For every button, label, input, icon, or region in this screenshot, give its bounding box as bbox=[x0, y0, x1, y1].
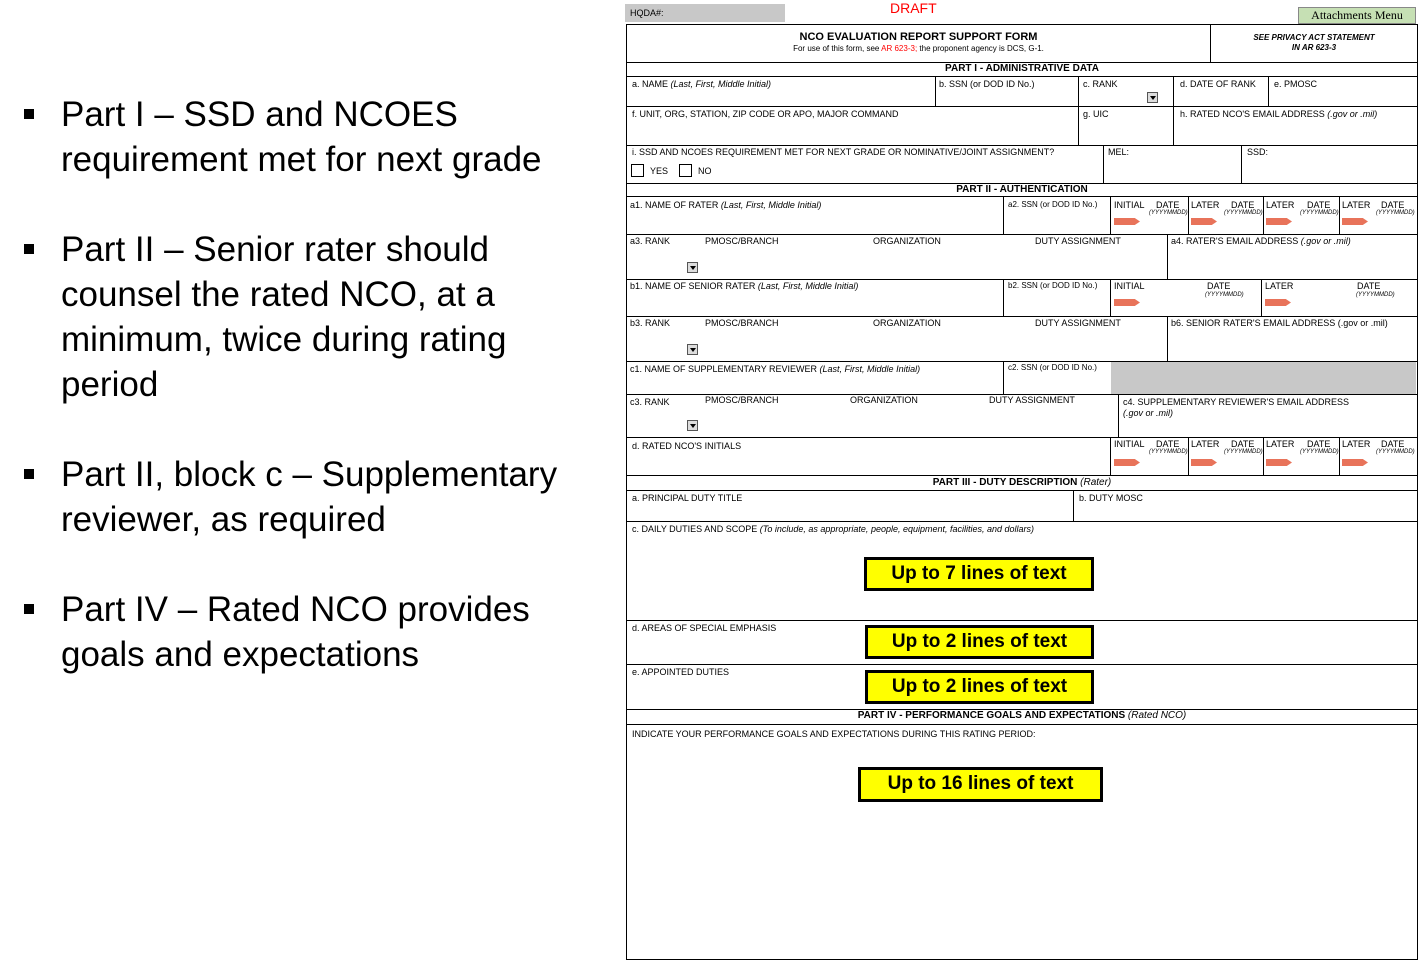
bullet-marker-icon bbox=[24, 469, 34, 479]
date-of-rank-label: d. DATE OF RANK bbox=[1180, 79, 1256, 89]
bullet-item: Part II – Senior rater should counsel the rated NCO, at a minimum, twice during rating period bbox=[24, 227, 604, 407]
initials-date-arrow-icon[interactable] bbox=[1114, 459, 1140, 466]
rater-rank-dropdown[interactable] bbox=[687, 262, 698, 273]
counsel-date-arrow-icon[interactable] bbox=[1342, 218, 1368, 225]
rank-dropdown[interactable] bbox=[1147, 92, 1158, 103]
bullet-list bbox=[24, 92, 604, 722]
initials-date-arrow-icon[interactable] bbox=[1342, 459, 1368, 466]
duty-mosc-label: b. DUTY MOSC bbox=[1079, 493, 1143, 503]
bullet-item: Part I – SSD and NCOES requirement met for next grade bbox=[24, 92, 604, 182]
form-border bbox=[626, 24, 1418, 960]
name-label: a. NAME (Last, First, Middle Initial) bbox=[632, 79, 772, 89]
ssd-label: SSD: bbox=[1247, 147, 1269, 157]
rater-ssn-label: a2. SSN (or DOD ID No.) bbox=[1008, 200, 1098, 209]
rater-rank-label: a3. RANK bbox=[630, 236, 671, 246]
supp-reviewer-email-label: c4. SUPPLEMENTARY REVIEWER'S EMAIL ADDRESS (.gov or .mil) bbox=[1123, 397, 1349, 418]
rater-email-label: a4. RATER'S EMAIL ADDRESS (.gov or .mil) bbox=[1171, 236, 1351, 246]
yes-checkbox[interactable] bbox=[631, 164, 644, 177]
rater-name-label: a1. NAME OF RATER (Last, First, Middle Initial) bbox=[630, 200, 822, 210]
goals-note: Up to 16 lines of text bbox=[858, 767, 1103, 802]
rated-nco-initials-label: d. RATED NCO'S INITIALS bbox=[632, 441, 742, 451]
mel-label: MEL: bbox=[1108, 147, 1130, 157]
principal-duty-title-label: a. PRINCIPAL DUTY TITLE bbox=[632, 493, 743, 503]
supp-reviewer-rank-dropdown[interactable] bbox=[687, 420, 698, 431]
special-emphasis-note: Up to 2 lines of text bbox=[865, 625, 1094, 659]
bullet-marker-icon bbox=[24, 604, 34, 614]
senior-rater-name-label: b1. NAME OF SENIOR RATER (Last, First, Middle Initial) bbox=[630, 281, 859, 291]
bullet-marker-icon bbox=[24, 109, 34, 119]
special-emphasis-label: d. AREAS OF SPECIAL EMPHASIS bbox=[632, 623, 777, 633]
ar-link[interactable]: AR 623-3; bbox=[881, 44, 918, 53]
part4-header: PART IV - PERFORMANCE GOALS AND EXPECTATIONS (Rated NCO) bbox=[857, 710, 1187, 721]
draft-label: DRAFT bbox=[890, 0, 937, 16]
bullet-marker-icon bbox=[24, 244, 34, 254]
part1-header: PART I - ADMINISTRATIVE DATA bbox=[945, 63, 1099, 74]
uic-label: g. UIC bbox=[1083, 109, 1109, 119]
shaded-block bbox=[1111, 362, 1416, 394]
privacy-statement: SEE PRIVACY ACT STATEMENT IN AR 623-3 bbox=[1253, 33, 1375, 52]
goals-prompt: INDICATE YOUR PERFORMANCE GOALS AND EXPECTATIONS DURING THIS RATING PERIOD: bbox=[632, 729, 1036, 739]
rated-nco-email-label: h. RATED NCO'S EMAIL ADDRESS (.gov or .mil) bbox=[1180, 109, 1378, 119]
supp-reviewer-rank-label: c3. RANK bbox=[630, 397, 670, 407]
form-subtitle: For use of this form, see AR 623-3; the proponent agency is DCS, G-1. bbox=[793, 44, 1044, 53]
bullet-item: Part IV – Rated NCO provides goals and expectations bbox=[24, 587, 604, 677]
counsel-date-arrow-icon[interactable] bbox=[1114, 299, 1140, 306]
ssn-label: b. SSN (or DOD ID No.) bbox=[939, 79, 1035, 89]
senior-rater-email-label: b6. SENIOR RATER'S EMAIL ADDRESS (.gov or .mil) bbox=[1171, 318, 1388, 328]
appointed-duties-label: e. APPOINTED DUTIES bbox=[632, 667, 730, 677]
supp-reviewer-ssn-label: c2. SSN (or DOD ID No.) bbox=[1008, 363, 1097, 372]
bullet-item: Part II, block c – Supplementary reviewer, as required bbox=[24, 452, 604, 542]
pmosc-label: e. PMOSC bbox=[1274, 79, 1318, 89]
part3-header: PART III - DUTY DESCRIPTION (Rater) bbox=[932, 477, 1112, 488]
counsel-date-arrow-icon[interactable] bbox=[1265, 299, 1291, 306]
rank-label: c. RANK bbox=[1083, 79, 1118, 89]
senior-rater-ssn-label: b2. SSN (or DOD ID No.) bbox=[1008, 281, 1098, 290]
form-title: NCO EVALUATION REPORT SUPPORT FORM bbox=[799, 31, 1038, 43]
counsel-date-arrow-icon[interactable] bbox=[1266, 218, 1292, 225]
supp-reviewer-name-label: c1. NAME OF SUPPLEMENTARY REVIEWER (Last, First, Middle Initial) bbox=[630, 364, 921, 374]
no-checkbox[interactable] bbox=[679, 164, 692, 177]
initials-date-arrow-icon[interactable] bbox=[1191, 459, 1217, 466]
daily-duties-label: c. DAILY DUTIES AND SCOPE (To include, as appropriate, people, equipment, facilities, and dollars) bbox=[632, 524, 1035, 534]
attachments-menu-button[interactable]: Attachments Menu bbox=[1298, 7, 1416, 24]
counsel-date-arrow-icon[interactable] bbox=[1191, 218, 1217, 225]
part2-header: PART II - AUTHENTICATION bbox=[956, 184, 1088, 195]
daily-duties-note: Up to 7 lines of text bbox=[864, 557, 1094, 591]
initials-date-arrow-icon[interactable] bbox=[1266, 459, 1292, 466]
senior-rater-rank-dropdown[interactable] bbox=[687, 344, 698, 355]
counsel-date-arrow-icon[interactable] bbox=[1114, 218, 1140, 225]
senior-rater-rank-label: b3. RANK bbox=[630, 318, 671, 328]
hqda-field[interactable]: HQDA#: bbox=[625, 4, 785, 22]
unit-label: f. UNIT, ORG, STATION, ZIP CODE OR APO, MAJOR COMMAND bbox=[632, 109, 899, 119]
appointed-duties-note: Up to 2 lines of text bbox=[865, 670, 1094, 704]
ssd-ncoes-question: i. SSD AND NCOES REQUIREMENT MET FOR NEXT GRADE OR NOMINATIVE/JOINT ASSIGNMENT? bbox=[632, 147, 1055, 157]
